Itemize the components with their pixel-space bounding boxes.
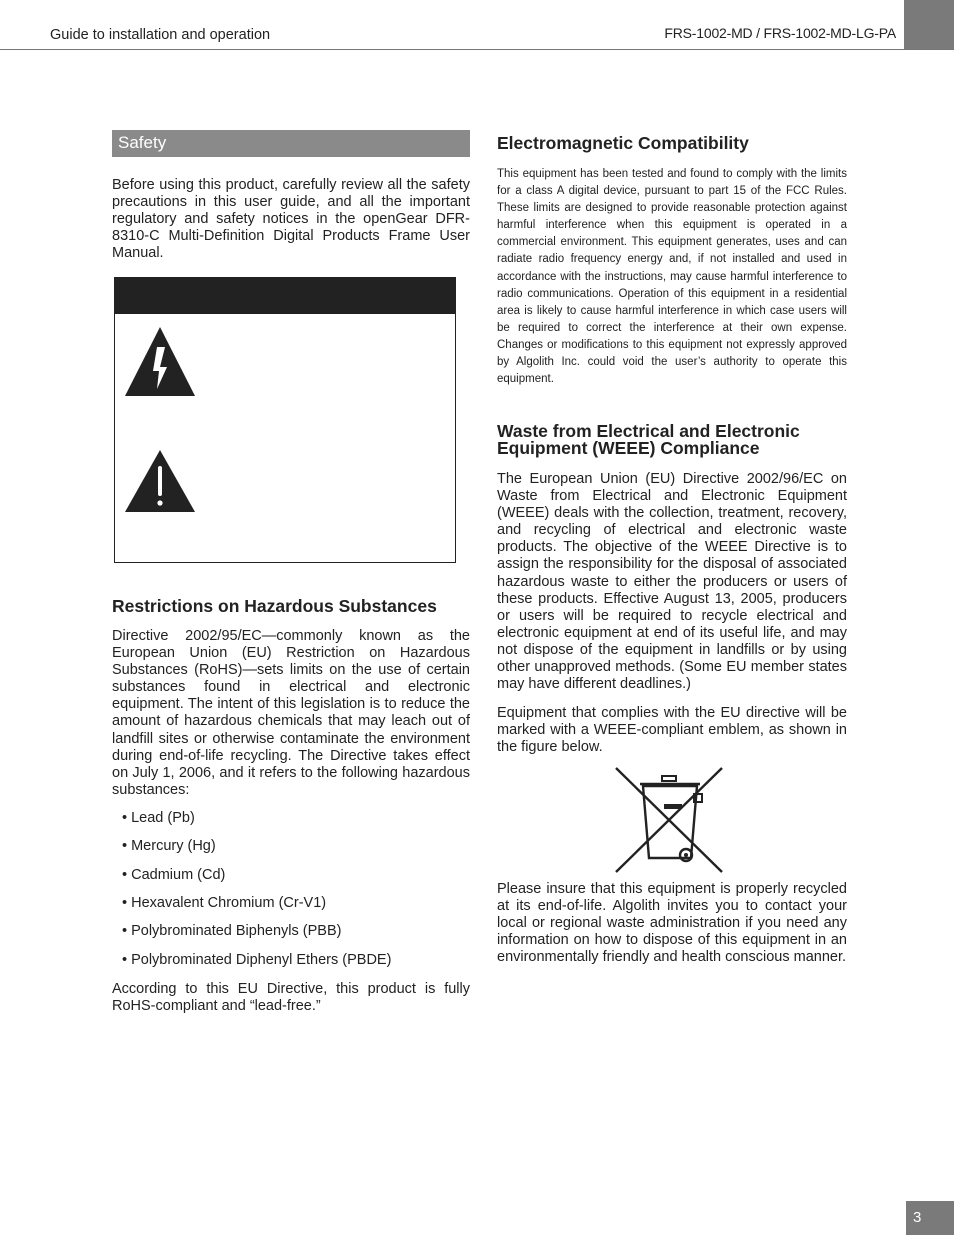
weee-crossed-bin-icon	[612, 764, 726, 876]
lightning-warning-icon	[123, 325, 197, 399]
rohs-item-mercury: • Mercury (Hg)	[122, 838, 216, 854]
warning-box-header	[115, 278, 455, 314]
rohs-item-pbb: • Polybrominated Biphenyls (PBB)	[122, 923, 342, 939]
emc-body: This equipment has been tested and found to comply with the limits for a class A digital device, pursuant to part 15 of the FCC Rules. These limits are designed to provide reasonable protection against harmful interference when this equipment is operated in a commercial environment. This equipment generates, uses and can radiate radio frequency energy and, if not installed and used in accordance with the instructions, may cause harmful interference to radio communications. Operation of this equipment in a residential area is likely to cause harmful interference in which case users will be required to correct the interference at their own expense. Changes or modifications to this equipment not expressly approved by Algolith Inc. could void the user’s authority to operate this equipment.	[497, 168, 847, 386]
weee-heading-line2: Equipment (WEEE) Compliance	[497, 438, 760, 458]
rohs-item-lead: • Lead (Pb)	[122, 810, 195, 826]
weee-body-directive: The European Union (EU) Directive 2002/96/EC on Waste from Electrical and Electronic Equipment (WEEE) deals with the collection, treatment, recovery, and recycling of electrical and electronic waste products. The objective of the WEEE Directive is to assign the responsibility for the disposal of associated hazardous waste to either the producers or users of these products. Effective August 13, 2005, producers or users will be required to recycle electrical and electronic equipment at end of its useful life, and may not dispose of the equipment in landfills or by using other unapproved methods. (Some EU member states may have different deadlines.)	[497, 471, 847, 693]
header-corner-tab	[904, 0, 954, 49]
rohs-heading: Restrictions on Hazardous Substances	[112, 596, 437, 616]
rohs-item-chromium: • Hexavalent Chromium (Cr-V1)	[122, 895, 327, 911]
weee-heading-line1: Waste from Electrical and Electronic	[497, 421, 800, 441]
exclamation-warning-icon	[123, 448, 197, 514]
weee-body-emblem: Equipment that complies with the EU directive will be marked with a WEEE-compliant emblem, as shown in the figure below.	[497, 705, 847, 756]
header-guide-title: Guide to installation and operation	[50, 27, 271, 43]
header-model-number: FRS-1002-MD / FRS-1002-MD-LG-PA	[664, 25, 896, 41]
page-number: 3	[906, 1201, 954, 1235]
weee-body-recycle: Please insure that this equipment is properly recycled at its end-of-life. Algolith invites you to contact your local or regional waste administration if you need any information on how to dispose of this equipment in an environmentally friendly and health conscious manner.	[497, 881, 847, 966]
rohs-body: Directive 2002/95/EC—commonly known as the European Union (EU) Restriction on Hazardous Substances (RoHS)—sets limits on the use of certain substances found in electrical and electronic equipment. The intent of this legislation is to reduce the amount of hazardous chemicals that may leach out of landfill sites or otherwise contaminate the environment during end-of-life recycling. The Directive takes effect on July 1, 2006, and it refers to the following hazardous substances:	[112, 628, 470, 798]
safety-heading: Safety	[112, 130, 470, 157]
emc-heading: Electromagnetic Compatibility	[497, 133, 749, 153]
rohs-item-cadmium: • Cadmium (Cd)	[122, 867, 226, 883]
rohs-closing: According to this EU Directive, this product is fully RoHS-compliant and “lead-free.”	[112, 981, 470, 1015]
warning-box	[114, 277, 456, 563]
safety-intro: Before using this product, carefully review all the safety precautions in this user guide, and all the important regulatory and safety notices in the openGear DFR-8310-C Multi-Definition Digital Products Frame User Manual.	[112, 177, 470, 262]
header-divider	[0, 49, 954, 50]
rohs-item-pbde: • Polybrominated Diphenyl Ethers (PBDE)	[122, 952, 392, 968]
